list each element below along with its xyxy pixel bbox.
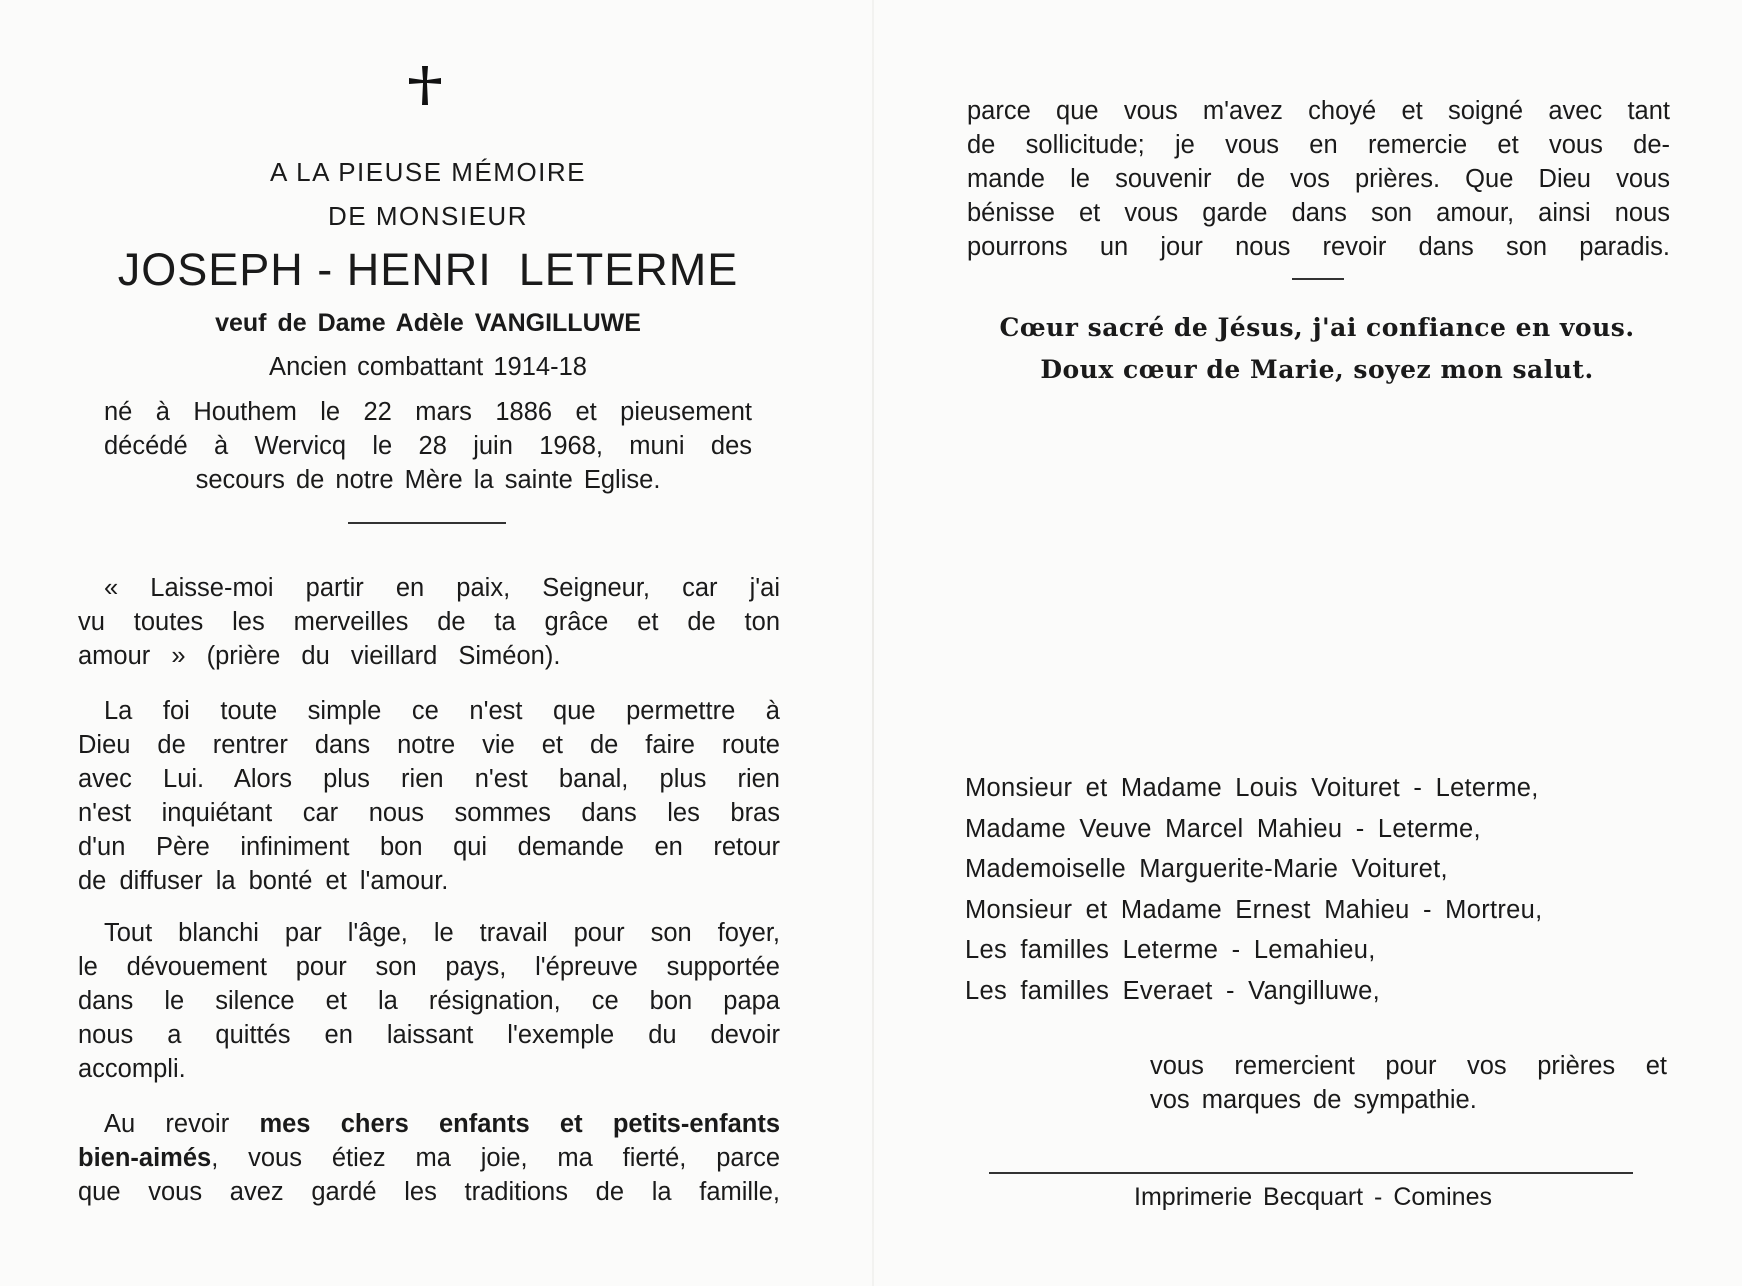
- prayer-line: Cœur sacré de Jésus, j'ai confiance en vous.: [999, 313, 1635, 342]
- continuation-line: de sollicitude; je vous en remercie et vous de-: [967, 131, 1670, 159]
- family-member: Madame Veuve Marcel Mahieu - Leterme,: [965, 815, 1481, 843]
- widower-line: veuf de Dame Adèle VANGILLUWE: [215, 309, 641, 337]
- birth-death-line: secours de notre Mère la sainte Eglise.: [195, 466, 661, 494]
- quote-line: vu toutes les merveilles de ta grâce et de ton: [78, 608, 780, 636]
- faith-line: n'est inquiétant car nous sommes dans les bras: [78, 799, 780, 827]
- farewell-text: Au revoir: [104, 1110, 260, 1138]
- continuation-line: pourrons un jour nous revoir dans son paradis.: [967, 233, 1670, 261]
- prayer-line: Doux cœur de Marie, soyez mon salut.: [1040, 355, 1594, 384]
- tribute-line: accompli.: [78, 1055, 186, 1083]
- faith-line: de diffuser la bonté et l'amour.: [78, 867, 449, 895]
- tribute-line: le dévouement pour son pays, l'épreuve supportée: [78, 953, 780, 981]
- family-member: Les familles Everaet - Vangilluwe,: [965, 977, 1380, 1005]
- veteran-line: Ancien combattant 1914-18: [269, 353, 587, 381]
- thanks-line: vous remercient pour vos prières et: [1150, 1052, 1667, 1080]
- farewell-text: , vous étiez ma joie, ma fierté, parce: [211, 1144, 780, 1172]
- heading-monsieur: DE MONSIEUR: [328, 201, 528, 231]
- birth-death-line: né à Houthem le 22 mars 1886 et pieusement: [104, 398, 752, 426]
- farewell-bold: mes chers enfants et petits-enfants: [259, 1110, 781, 1138]
- family-member: Monsieur et Madame Ernest Mahieu - Mortreu,: [965, 896, 1543, 924]
- cross-icon: [405, 64, 445, 113]
- farewell-line: [104, 1107, 780, 1141]
- family-member: Mademoiselle Marguerite-Marie Voituret,: [965, 855, 1448, 883]
- divider: [989, 1172, 1633, 1174]
- quote-line: « Laisse-moi partir en paix, Seigneur, car j'ai: [104, 574, 780, 602]
- tribute-line: Tout blanchi par l'âge, le travail pour son foyer,: [104, 919, 780, 947]
- faith-line: avec Lui. Alors plus rien n'est banal, plus rien: [78, 765, 780, 793]
- divider: [1292, 278, 1344, 280]
- printer-credit: Imprimerie Becquart - Comines: [1134, 1183, 1492, 1211]
- tribute-line: nous a quittés en laissant l'exemple du devoir: [78, 1021, 780, 1049]
- tribute-line: dans le silence et la résignation, ce bon papa: [78, 987, 780, 1015]
- family-member: Les familles Leterme - Lemahieu,: [965, 936, 1376, 964]
- deceased-name: JOSEPH - HENRI LETERME: [117, 244, 739, 295]
- faith-line: d'un Père infiniment bon qui demande en retour: [78, 833, 780, 861]
- card-fold: [872, 0, 874, 1286]
- continuation-line: bénisse et vous garde dans son amour, ainsi nous: [967, 199, 1670, 227]
- divider: [348, 522, 506, 524]
- faith-line: Dieu de rentrer dans notre vie et de faire route: [78, 731, 780, 759]
- faith-line: La foi toute simple ce n'est que permettre à: [104, 697, 780, 725]
- farewell-bold: bien-aimés: [78, 1144, 212, 1172]
- thanks-line: vos marques de sympathie.: [1150, 1086, 1477, 1114]
- quote-line: amour » (prière du vieillard Siméon).: [78, 642, 561, 670]
- heading-memory: A LA PIEUSE MÉMOIRE: [269, 157, 587, 187]
- birth-death-line: décédé à Wervicq le 28 juin 1968, muni des: [104, 432, 752, 460]
- family-member: Monsieur et Madame Louis Voituret - Leterme,: [965, 774, 1539, 802]
- continuation-line: parce que vous m'avez choyé et soigné avec tant: [967, 97, 1670, 125]
- farewell-line: que vous avez gardé les traditions de la famille,: [78, 1178, 780, 1206]
- continuation-line: mande le souvenir de vos prières. Que Dieu vous: [967, 165, 1670, 193]
- farewell-line: [78, 1141, 780, 1175]
